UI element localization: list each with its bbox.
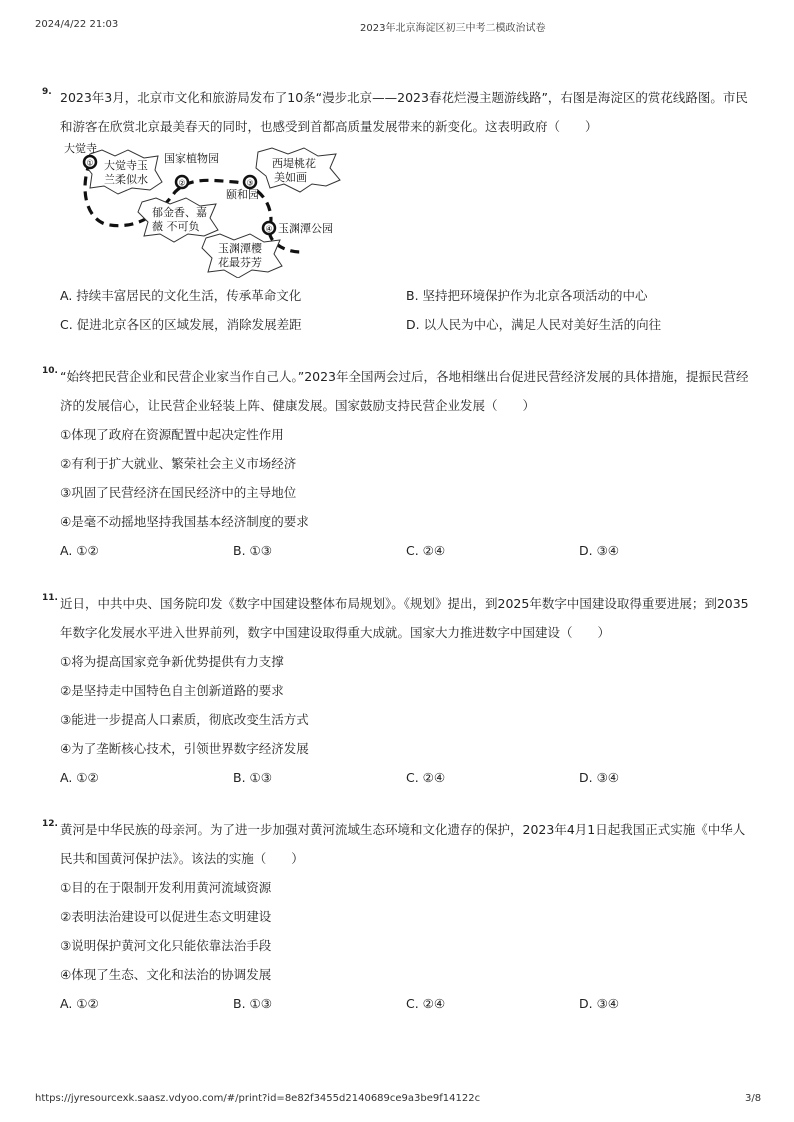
- question-stem: 近日，中共中央、国务院印发《数字中国建设整体布局规划》。《规划》提出，到2025年数字中国建设取得重要进展；到2035年数字化发展水平进入世界前列，数字中国建设取得重大成就。国家大力推进数字中国建设（ ）: [60, 596, 749, 640]
- question-12: [42, 815, 754, 1018]
- question-number: 9.: [42, 87, 52, 97]
- print-datetime: 2024/4/22 21:03: [35, 19, 119, 30]
- bubble-dajuesi-line1: 大觉寺玉: [104, 159, 148, 172]
- document-title: 2023年北京海淀区初三中考二模政治试卷: [360, 23, 546, 34]
- question-11: [42, 589, 754, 792]
- place-botanical-garden: 国家植物园: [164, 152, 219, 165]
- choice-b[interactable]: B. ①③: [233, 996, 272, 1011]
- choice-a[interactable]: A. ①②: [60, 996, 99, 1011]
- question-stem: 黄河是中华民族的母亲河。为了进一步加强对黄河流域生态环境和文化遗存的保护，2023年4月1日起我国正式实施《中华人民共和国黄河保护法》。该法的实施（ ）: [60, 822, 746, 866]
- choice-d[interactable]: D. ③④: [579, 543, 619, 558]
- marker-2-label: ②: [178, 178, 186, 188]
- question-number: 10.: [42, 366, 58, 376]
- choice-c[interactable]: C. ②④: [406, 996, 446, 1011]
- choices-row: [60, 536, 754, 565]
- statement-1: ①体现了政府在资源配置中起决定性作用: [60, 427, 284, 442]
- place-dajuesi: 大觉寺: [64, 142, 97, 155]
- page-url[interactable]: https://jyresourcexk.saasz.vdyoo.com/#/print?id=8e82f3455d2140689ce9a3be9f14122c: [35, 1093, 481, 1104]
- choices-row: [60, 763, 754, 792]
- bubble-yuyuantan-line1: 玉渊潭樱: [218, 242, 262, 255]
- statement-1: ①目的在于限制开发利用黄河流域资源: [60, 880, 272, 895]
- route-map-svg: [60, 142, 360, 278]
- marker-1-label: ①: [86, 158, 94, 168]
- question-9-options: [42, 281, 754, 339]
- place-summer-palace: 颐和园: [226, 188, 259, 201]
- place-yuyuantan-park: 玉渊潭公园: [278, 222, 333, 235]
- question-stem: “始终把民营企业和民营企业家当作自己人。”2023年全国两会过后，各地相继出台促进民营经济发展的具体措施，提振民营经济的发展信心，让民营企业轻装上阵、健康发展。国家鼓励支持民营企业发展（ ）: [60, 369, 749, 413]
- bubble-yujinxiang-line2: 薇 不可负: [152, 220, 200, 233]
- question-number: 11.: [42, 593, 58, 603]
- marker-4-label: ④: [265, 224, 273, 234]
- bubble-dajuesi-line2: 兰柔似水: [104, 173, 148, 186]
- statement-2: ②表明法治建设可以促进生态文明建设: [60, 909, 272, 924]
- statement-2: ②有利于扩大就业、繁荣社会主义市场经济: [60, 456, 297, 471]
- option-a[interactable]: A. 持续丰富居民的文化生活，传承革命文化: [60, 288, 302, 303]
- page-number: 3/8: [745, 1093, 762, 1104]
- choice-a[interactable]: A. ①②: [60, 543, 99, 558]
- choices-row: [60, 989, 754, 1018]
- options-row-2: [60, 310, 754, 339]
- question-10: [42, 362, 754, 565]
- question-number: 12.: [42, 819, 58, 829]
- bubble-yuyuantan-line2: 花最芬芳: [218, 256, 262, 269]
- bubble-yujinxiang-line1: 郁金香、嘉: [152, 206, 207, 219]
- option-b[interactable]: B. 坚持把环境保护作为北京各项活动的中心: [406, 288, 648, 303]
- bubble-dajuesi: [84, 150, 162, 194]
- choice-d[interactable]: D. ③④: [579, 770, 619, 785]
- bubble-xidi-line1: 西堤桃花: [272, 157, 316, 170]
- flower-route-map: [60, 142, 360, 278]
- statement-1: ①将为提高国家竞争新优势提供有力支撑: [60, 654, 284, 669]
- statement-3: ③巩固了民营经济在国民经济中的主导地位: [60, 485, 297, 500]
- marker-3-label: ③: [246, 178, 254, 188]
- choice-c[interactable]: C. ②④: [406, 543, 446, 558]
- choice-b[interactable]: B. ①③: [233, 543, 272, 558]
- question-stem: 2023年3月，北京市文化和旅游局发布了10条“漫步北京——2023春花烂漫主题游线路”，右图是海淀区的赏花线路图。市民和游客在欣赏北京最美春天的同时，也感受到首都高质量发展带来的新变化。这表明政府（ ）: [60, 90, 748, 134]
- question-9: [42, 83, 754, 141]
- options-row-1: [60, 281, 754, 310]
- option-c[interactable]: C. 促进北京各区的区域发展，消除发展差距: [60, 317, 302, 332]
- choice-b[interactable]: B. ①③: [233, 770, 272, 785]
- bubble-xidi-line2: 美如画: [274, 171, 307, 184]
- choice-a[interactable]: A. ①②: [60, 770, 99, 785]
- statement-4: ④体现了生态、文化和法治的协调发展: [60, 967, 272, 982]
- option-d[interactable]: D. 以人民为中心，满足人民对美好生活的向往: [406, 317, 662, 332]
- bubble-xidi: [256, 148, 340, 192]
- choice-d[interactable]: D. ③④: [579, 996, 619, 1011]
- statement-3: ③说明保护黄河文化只能依靠法治手段: [60, 938, 272, 953]
- statement-4: ④为了垄断核心技术，引领世界数字经济发展: [60, 741, 309, 756]
- statement-4: ④是毫不动摇地坚持我国基本经济制度的要求: [60, 514, 309, 529]
- statement-3: ③能进一步提高人口素质，彻底改变生活方式: [60, 712, 309, 727]
- statement-2: ②是坚持走中国特色自主创新道路的要求: [60, 683, 284, 698]
- choice-c[interactable]: C. ②④: [406, 770, 446, 785]
